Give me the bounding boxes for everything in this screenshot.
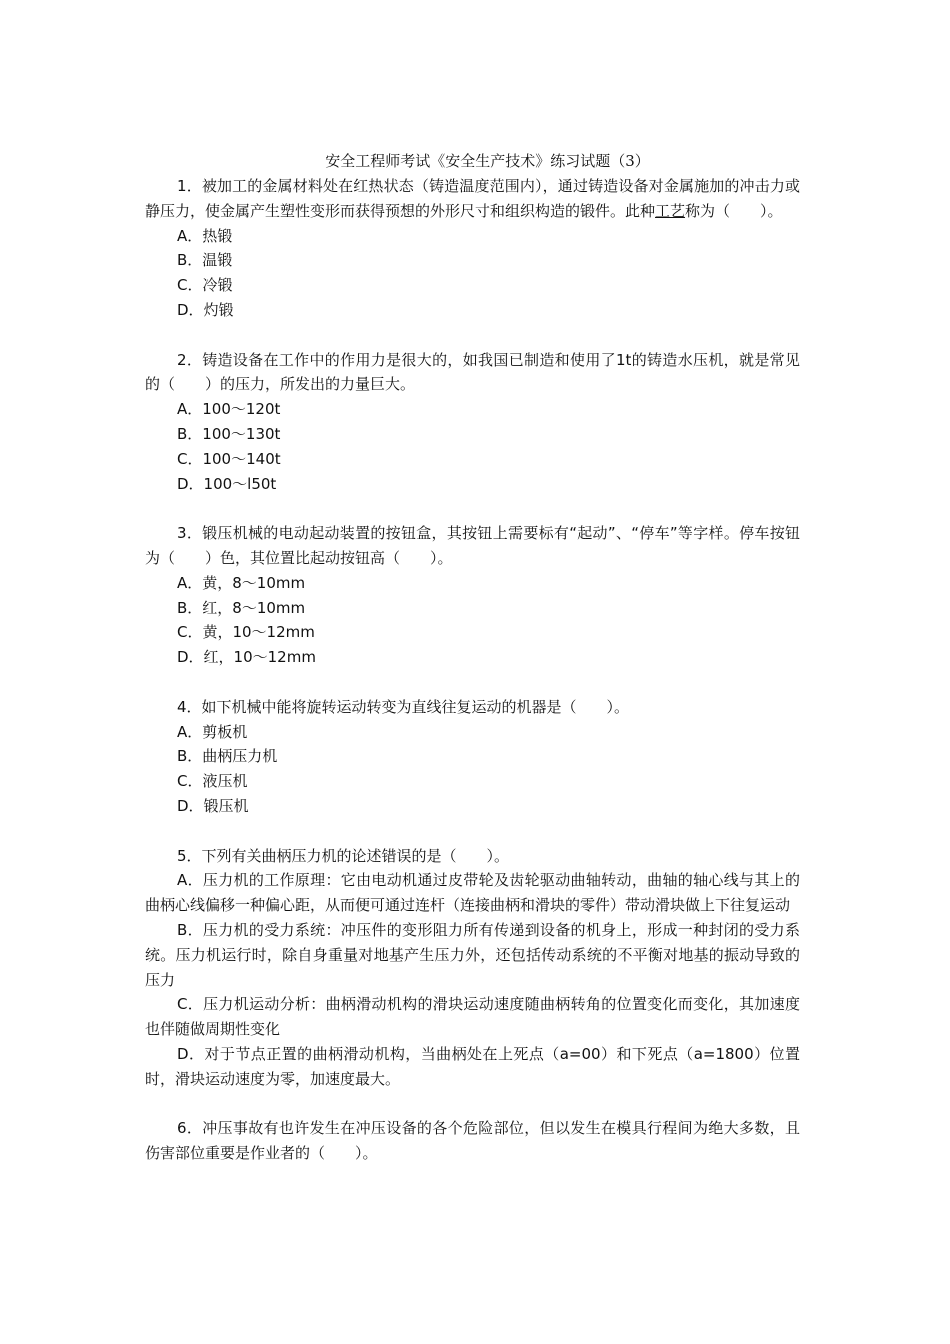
question-2-option-c: C．100～140t (177, 449, 281, 468)
document-body (145, 148, 800, 1166)
question-3-option-c: C．黄，10～12mm (177, 623, 315, 642)
question-3-stem: 3．锻压机械的电动起动装置的按钮盒，其按钮上需要标有“起动”、“停车”等字样。停车按钮为（ ）色，其位置比起动按钮高（ ）。 (145, 524, 800, 567)
question-5-stem: 5．下列有关曲柄压力机的论述错误的是（ ）。 (177, 846, 510, 865)
question-5-option-a: A．压力机的工作原理：它由电动机通过皮带轮及齿轮驱动曲轴转动，曲轴的轴心线与其上的曲柄心线偏移一种偏心距，从而便可通过连杆（连接曲柄和滑块的零件）带动滑块做上下往复运动 (145, 871, 800, 915)
question-3-option-d: D．红，10～12mm (177, 648, 316, 667)
question-1-option-c: C．冷锻 (177, 276, 233, 295)
question-4-option-d: D．锻压机 (177, 796, 249, 815)
page-title: 安全工程师考试《安全生产技术》练习试题（3） (325, 152, 650, 170)
question-2-option-b: B．100～130t (177, 424, 281, 443)
question-3-option-b: B．红，8～10mm (177, 598, 306, 617)
question-2-option-d: D．100～l50t (177, 474, 277, 493)
question-4-option-b: B．曲柄压力机 (177, 747, 278, 766)
question-4-stem: 4．如下机械中能将旋转运动转变为直线往复运动的机器是（ ）。 (177, 697, 630, 716)
spacer (145, 819, 800, 844)
spacer (145, 1091, 800, 1116)
question-4-option-a: A．剪板机 (177, 722, 248, 741)
question-2-option-a: A．100～120t (177, 400, 281, 419)
question-6-stem: 6．冲压事故有也许发生在冲压设备的各个危险部位，但以发生在模具行程间为绝大多数，且伤害部位重要是作业者的（ ）。 (145, 1119, 800, 1163)
spacer (145, 670, 800, 695)
question-4-option-c: C．液压机 (177, 772, 248, 791)
spacer (145, 323, 800, 348)
underlined-term: 工艺 (655, 201, 686, 220)
question-5-option-c: C．压力机运动分析：曲柄滑动机构的滑块运动速度随曲柄转角的位置变化而变化，其加速度也伴随做周期性变化 (145, 995, 800, 1039)
question-5-option-b: B．压力机的受力系统：冲压件的变形阻力所有传递到设备的机身上，形成一种封闭的受力系统。压力机运行时，除自身重量对地基产生压力外，还包括传动系统的不平衡对地基的振动导致的压力 (145, 920, 800, 989)
question-5-option-d: D．对于节点正置的曲柄滑动机构，当曲柄处在上死点（a=00）和下死点（a=1800）位置时，滑块运动速度为零，加速度最大。 (145, 1044, 800, 1088)
question-1-stem: 1．被加工的金属材料处在红热状态（铸造温度范围内），通过铸造设备对金属施加的冲击力或静压力，使金属产生塑性变形而获得预想的外形尺寸和组织构造的锻件。此种工艺称为（ ）。 (145, 177, 800, 220)
spacer (145, 496, 800, 521)
question-3-option-a: A．黄，8～10mm (177, 573, 306, 592)
question-1-option-a: A．热锻 (177, 226, 233, 245)
question-1-option-d: D．灼锻 (177, 300, 234, 319)
question-2-stem: 2．铸造设备在工作中的作用力是很大的，如我国已制造和使用了1t的铸造水压机，就是常见的（ ）的压力，所发出的力量巨大。 (145, 350, 800, 394)
question-1-option-b: B．温锻 (177, 251, 233, 270)
